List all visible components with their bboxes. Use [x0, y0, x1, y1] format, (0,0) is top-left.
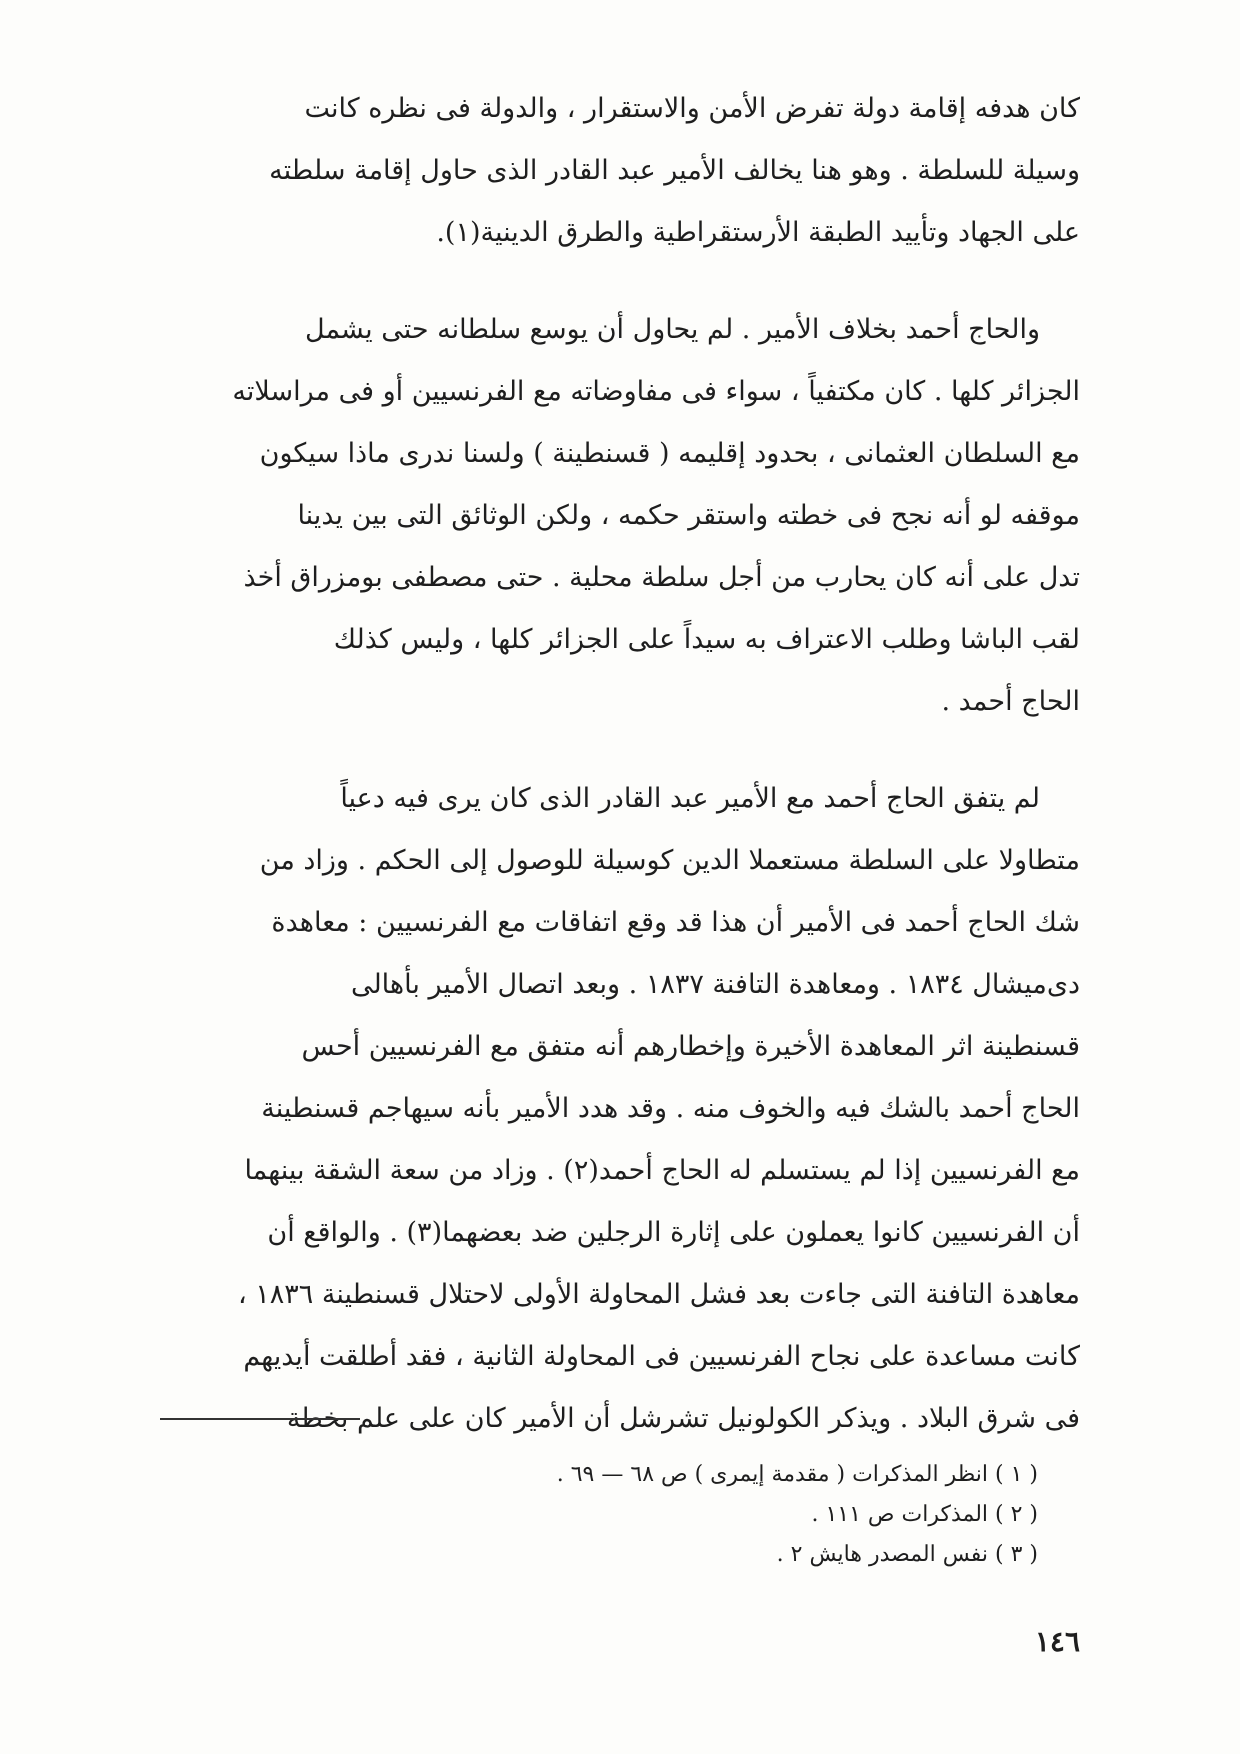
- text-line: مع الفرنسيين إذا لم يستسلم له الحاج أحمد(٢) . وزاد من سعة الشقة بينهما: [244, 1155, 1080, 1186]
- text-line: شك الحاج أحمد فى الأمير أن هذا قد وقع اتفاقات مع الفرنسيين : معاهدة: [271, 907, 1080, 938]
- body-text: [160, 78, 1080, 1450]
- text-line: الحاج أحمد .: [941, 686, 1080, 717]
- text-line: موقفه لو أنه نجح فى خطته واستقر حكمه ، ولكن الوثائق التى بين يدينا: [297, 500, 1080, 531]
- text-line: على الجهاد وتأييد الطبقة الأرستقراطية والطرق الدينية(١).: [436, 217, 1080, 248]
- paragraph-1: [160, 78, 1080, 264]
- text-line: أن الفرنسيين كانوا يعملون على إثارة الرجلين ضد بعضهما(٣) . والواقع أن: [267, 1217, 1080, 1248]
- paragraph-gap: [160, 264, 1080, 299]
- text-line: دى‌ميشال ١٨٣٤ . ومعاهدة التافنة ١٨٣٧ . وبعد اتصال الأمير بأهالى: [350, 969, 1080, 1000]
- page-number: ١٤٦: [1034, 1625, 1080, 1658]
- text-line: كان هدفه إقامة دولة تفرض الأمن والاستقرار ، والدولة فى نظره كانت: [304, 93, 1080, 124]
- paragraph-2: [160, 299, 1080, 733]
- text-line: مع السلطان العثمانى ، بحدود إقليمه ( قسنطينة ) ولسنا ندرى ماذا سيكون: [259, 438, 1080, 469]
- text-line: الجزائر كلها . كان مكتفياً ، سواء فى مفاوضاته مع الفرنسيين أو فى مراسلاته: [232, 376, 1080, 407]
- text-line: تدل على أنه كان يحارب من أجل سلطة محلية . حتى مصطفى بومزراق أخذ: [243, 562, 1080, 593]
- footnote-divider: [160, 1418, 360, 1420]
- paragraph-3: [160, 768, 1080, 1450]
- footnote-1: ( ١ ) انظر المذكرات ( مقدمة إيمرى ) ص ٦٨ — ٦٩ .: [556, 1462, 1038, 1487]
- text-line: فى شرق البلاد . ويذكر الكولونيل تشرشل أن الأمير كان على علم بخطة: [286, 1403, 1080, 1434]
- footnote-2: ( ٢ ) المذكرات ص ١١١ .: [811, 1502, 1038, 1527]
- text-line: متطاولا على السلطة مستعملا الدين كوسيلة للوصول إلى الحكم . وزاد من: [259, 845, 1080, 876]
- text-line: لقب الباشا وطلب الاعتراف به سيداً على الجزائر كلها ، وليس كذلك: [333, 624, 1080, 655]
- text-line: لم يتفق الحاج أحمد مع الأمير عبد القادر الذى كان يرى فيه دعياً: [340, 783, 1040, 814]
- text-line: والحاج أحمد بخلاف الأمير . لم يحاول أن يوسع سلطانه حتى يشمل: [305, 314, 1040, 345]
- text-line: وسيلة للسلطة . وهو هنا يخالف الأمير عبد القادر الذى حاول إقامة سلطته: [269, 155, 1080, 186]
- text-line: قسنطينة اثر المعاهدة الأخيرة وإخطارهم أنه متفق مع الفرنسيين أحس: [301, 1031, 1080, 1062]
- text-line: كانت مساعدة على نجاح الفرنسيين فى المحاولة الثانية ، فقد أطلقت أيديهم: [243, 1341, 1080, 1372]
- text-line: معاهدة التافنة التى جاءت بعد فشل المحاولة الأولى لاحتلال قسنطينة ١٨٣٦ ،: [237, 1279, 1080, 1310]
- footnotes: [218, 1455, 1038, 1575]
- text-line: الحاج أحمد بالشك فيه والخوف منه . وقد هدد الأمير بأنه سيهاجم قسنطينة: [261, 1093, 1080, 1124]
- paragraph-gap: [160, 733, 1080, 768]
- footnote-3: ( ٣ ) نفس المصدر هايش ٢ .: [776, 1542, 1038, 1567]
